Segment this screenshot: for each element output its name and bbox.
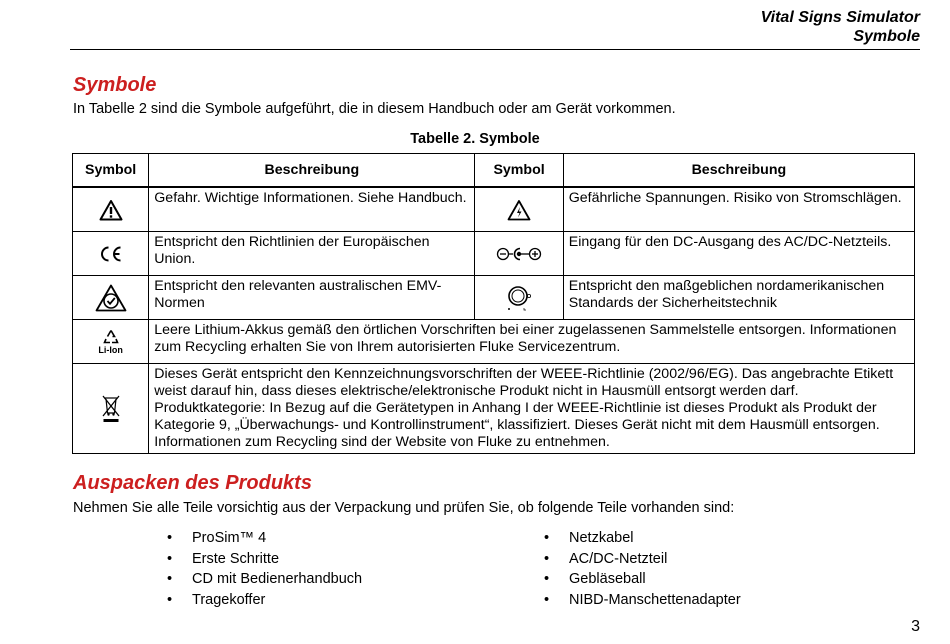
header-divider	[70, 49, 920, 50]
list-item: • AC/DC-Netzteil	[544, 549, 741, 570]
list-item: • Tragekoffer	[167, 590, 362, 611]
list-item: • NIBD-Manschettenadapter	[544, 590, 741, 611]
list-item: • Gebläseball	[544, 569, 741, 590]
rcm-mark-icon	[73, 276, 149, 320]
table-row	[73, 187, 915, 232]
column-header: Symbol	[475, 154, 563, 188]
symbol-description: Dieses Gerät entspricht den Kennzeichnungsvorschriften der WEEE-Richtlinie (2002/96/EG). Das angebrachte Etikett weist darauf hin, dass dieses elektrische/elektronische Produkt nicht in Hausmüll entsorgt werden darf. Produktkategorie: In Bezug auf die Gerätetypen in Anhang I der WEEE-Richtlinie ist dieses Produkt als Produkt der Kategorie 9, „Überwachungs- und Kontrollinstrument“, klassifiziert. Dieses Gerät nicht mit dem Hausmüll entsorgen. Informationen zum Recycling sind der Website von Fluke zu entnehmen.	[149, 364, 915, 454]
column-header: Beschreibung	[149, 154, 475, 188]
header-title: Vital Signs Simulator	[760, 9, 920, 26]
page-header	[761, 8, 920, 46]
symbol-description: Eingang für den DC-Ausgang des AC/DC-Netzteils.	[563, 232, 914, 276]
list-item: • CD mit Bedienerhandbuch	[167, 569, 362, 590]
contents-list-left	[167, 528, 362, 610]
symbol-description: Gefahr. Wichtige Informationen. Siehe Handbuch.	[149, 187, 475, 232]
table-caption: Tabelle 2. Symbole	[410, 131, 540, 147]
symbol-description: Gefährliche Spannungen. Risiko von Stromschlägen.	[563, 187, 914, 232]
symbols-intro: In Tabelle 2 sind die Symbole aufgeführt, die in diesem Handbuch oder am Gerät vorkommen.	[73, 101, 676, 117]
high-voltage-icon	[475, 187, 563, 232]
header-subtitle: Symbole	[853, 28, 920, 45]
symbols-table	[72, 153, 915, 454]
weee-bin-icon	[73, 364, 149, 454]
table-header-row	[73, 154, 915, 188]
page-number: 3	[911, 618, 920, 635]
contents-list-right	[544, 528, 741, 610]
dc-polarity-icon	[475, 232, 563, 276]
section-title-unpack: Auspacken des Produkts	[73, 472, 312, 494]
table-row	[73, 232, 915, 276]
symbol-description: Entspricht den maßgeblichen nordamerikanischen Standards der Sicherheitstechnik	[563, 276, 914, 320]
warning-triangle-icon	[73, 187, 149, 232]
table-row	[73, 276, 915, 320]
list-item: • ProSim™ 4	[167, 528, 362, 549]
csa-mark-icon	[475, 276, 563, 320]
liion-label: Li-Ion	[98, 344, 123, 355]
symbol-description: Entspricht den relevanten australischen EMV-Normen	[149, 276, 475, 320]
unpack-intro: Nehmen Sie alle Teile vorsichtig aus der Verpackung und prüfen Sie, ob folgende Teile vorhanden sind:	[73, 500, 735, 516]
list-item: • Netzkabel	[544, 528, 741, 549]
recycle-icon	[103, 329, 119, 345]
symbol-description: Entspricht den Richtlinien der Europäischen Union.	[149, 232, 475, 276]
liion-recycle-cell	[73, 320, 149, 364]
table-row	[73, 320, 915, 364]
list-item: • Erste Schritte	[167, 549, 362, 570]
table-row	[73, 364, 915, 454]
column-header: Symbol	[73, 154, 149, 188]
ce-mark-icon	[73, 232, 149, 276]
symbol-description: Leere Lithium-Akkus gemäß den örtlichen Vorschriften bei einer zugelassenen Sammelstelle entsorgen. Informationen zum Recycling erhalten Sie von Ihrem autorisierten Fluke Servicezentrum.	[149, 320, 915, 364]
column-header: Beschreibung	[563, 154, 914, 188]
section-title-symbols: Symbole	[73, 74, 157, 96]
